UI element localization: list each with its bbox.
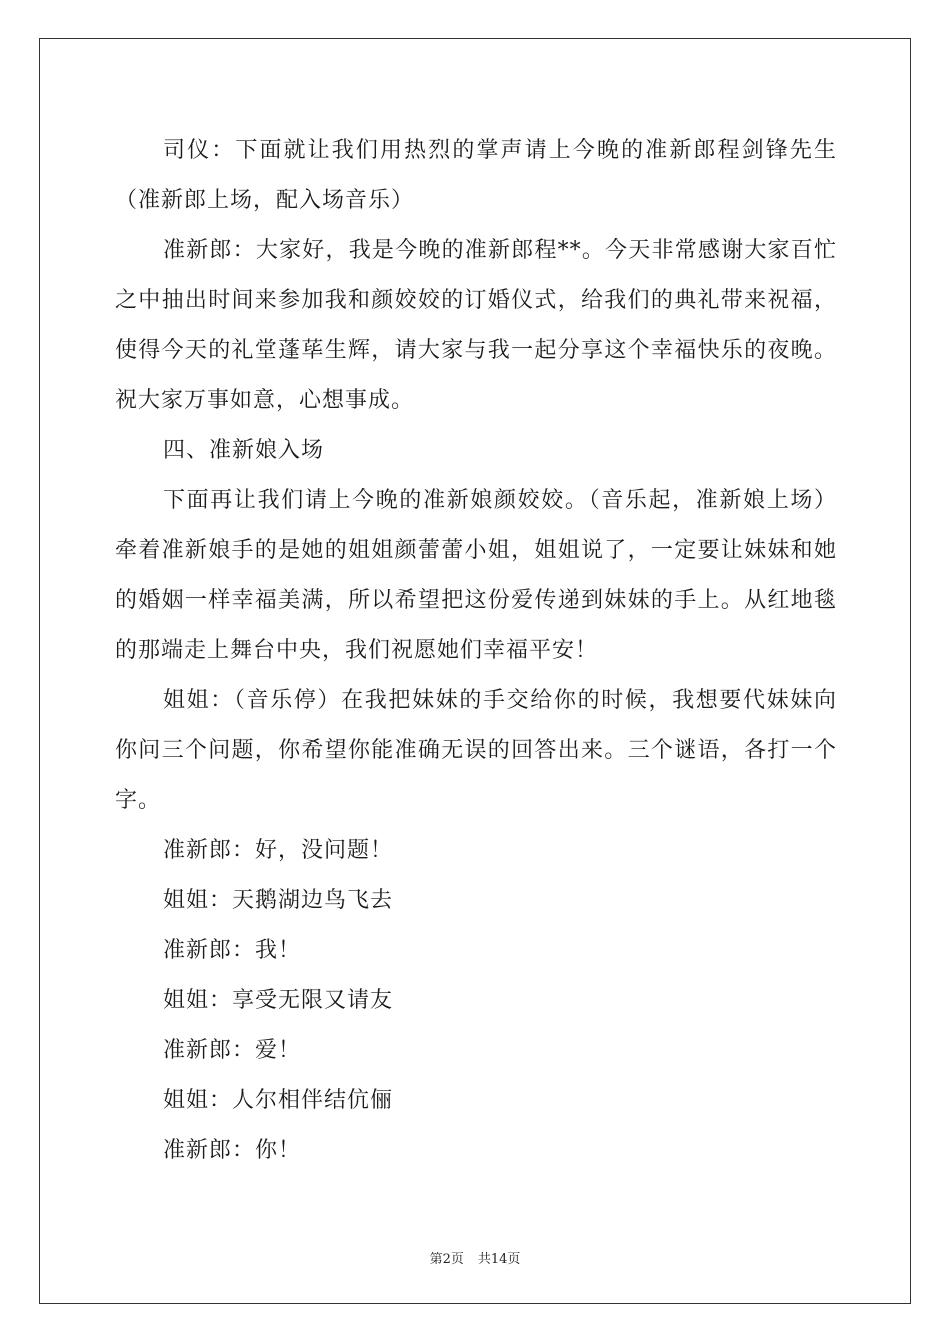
dialogue-line: 姐姐：天鹅湖边鸟飞去	[163, 888, 394, 913]
dialogue-line: 姐姐：人尔相伴结伉俪	[163, 1088, 394, 1113]
dialogue-line: 准新郎：我！	[163, 938, 302, 963]
page-footer	[0, 1248, 950, 1267]
paragraph-host-intro: 司仪：下面就让我们用热烈的掌声请上今晚的准新郎程剑锋先生（准新郎上场，配入场音乐）	[115, 138, 837, 213]
paragraph-groom-speech: 准新郎：大家好，我是今晚的准新郎程**。今天非常感谢大家百忙之中抽出时间来参加我和颜姣姣的订婚仪式，给我们的典礼带来祝福，使得今天的礼堂蓬荜生辉，请大家与我一起分享这个幸福快乐的夜晚。祝大家万事如意，心想事成。	[115, 238, 837, 413]
page-number: 第2页	[429, 1252, 464, 1267]
total-pages: 共14页	[477, 1252, 521, 1267]
dialogue-line: 姐姐：享受无限又请友	[163, 988, 394, 1013]
section-heading: 四、准新娘入场	[163, 438, 325, 463]
paragraph-sister-questions: 姐姐：（音乐停）在我把妹妹的手交给你的时候，我想要代妹妹向你问三个问题，你希望你能准确无误的回答出来。三个谜语，各打一个字。	[115, 688, 837, 813]
dialogue-line: 准新郎：爱！	[163, 1038, 302, 1063]
document-body	[115, 126, 837, 1176]
paragraph-bride-entrance: 下面再让我们请上今晚的准新娘颜姣姣。（音乐起，准新娘上场）牵着准新娘手的是她的姐姐颜蕾蕾小姐，姐姐说了，一定要让妹妹和她的婚姻一样幸福美满，所以希望把这份爱传递到妹妹的手上。从红地毯的那端走上舞台中央，我们祝愿她们幸福平安！	[115, 488, 837, 663]
dialogue-line: 准新郎：你！	[163, 1138, 302, 1163]
dialogue-line: 准新郎：好，没问题！	[163, 838, 394, 863]
